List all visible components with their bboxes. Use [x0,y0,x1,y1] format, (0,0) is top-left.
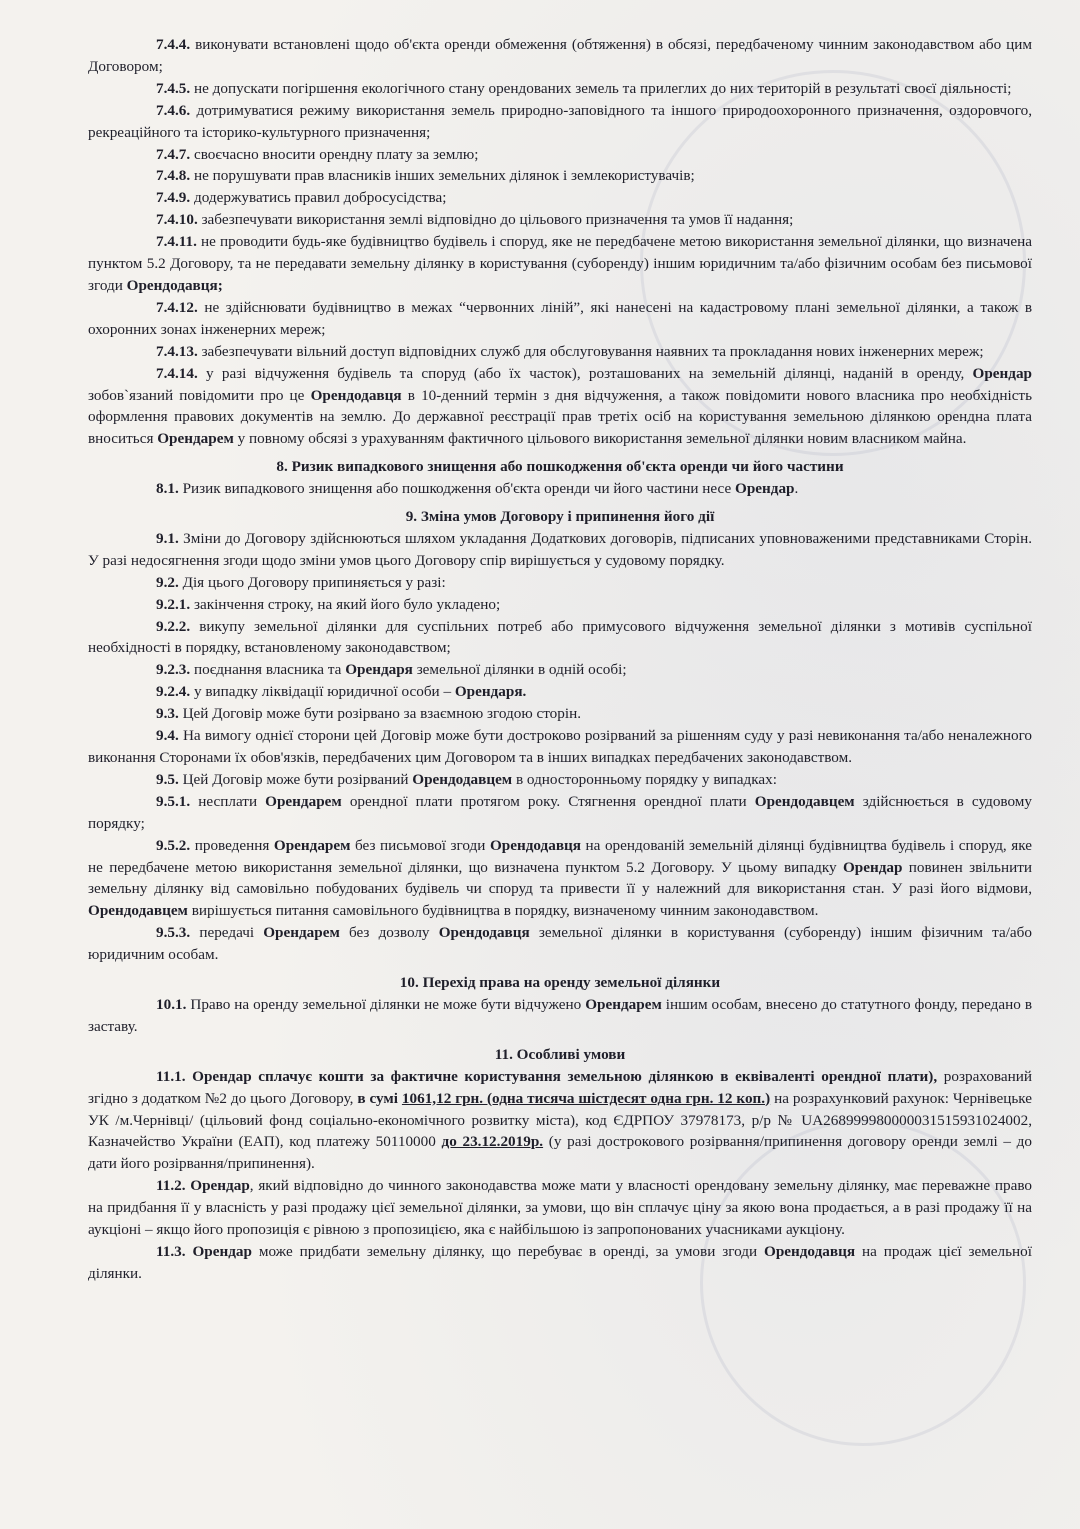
clause-number: 7.4.12. [156,298,198,316]
text-run: , який відповідно до чинного законодавства може мати у власності орендовану земельну ділянку, має переважне право на придбання її у власність у разі продажу цієї земельної ділянки, за умови, що він сплачує ціну за якою вона продається, а в разі продажу її на аукціоні – якщо його пропозиція є рівною з пропозицією, яка є найбільшою із запропонованих учасниками аукціону. [88,1177,1033,1239]
text-run: забезпечувати використання землі відповідно до цільового призначення та умов її надання; [201,211,794,229]
text-run: закінчення строку, на який його було укладено; [193,595,501,613]
clause-number: 9.2. [156,573,179,591]
clause-paragraph [88,659,1032,681]
bold-text: Орендодавцем [88,902,188,920]
text-run: може придбати земельну ділянку, що перебуває в оренді, за умови згоди [251,1242,764,1260]
bold-text: Орендар [190,1177,250,1195]
clause-number: 11.3. [156,1242,186,1260]
text-run: Цей Договір може бути розірвано за взаємною згодою сторін. [182,705,582,723]
clause-paragraph [88,100,1032,144]
text-run: виконувати встановлені щодо об'єкта оренди обмеження (обтяження) в обсязі, передбаченому чинним законодавством або цим Договором; [88,36,1033,75]
text-run: розрахований згідно з додатком №2 до цього Договору, [88,1067,1033,1107]
clause-number: 9.5. [156,770,179,788]
text-run: земельної ділянки в користування (суборенду) іншим фізичним та/або юридичним особам. [88,924,1032,964]
clause-number: 9.2.1. [156,595,191,613]
document-body [88,34,1032,1285]
clause-paragraph [88,791,1032,835]
text-run: Право на оренду земельної ділянки не може бути відчужено [190,995,586,1013]
clause-paragraph [88,594,1032,616]
clause-paragraph [88,297,1032,341]
clause-number: 9.2.3. [156,661,191,679]
clause-number: 7.4.11. [156,233,197,251]
clause-paragraph [88,922,1032,966]
text-run: дотримуватися режиму використання земель природно-заповідного та іншого природоохоронного призначення, оздоровчого, рекреаційного та історико-культурного призначення; [88,101,1033,141]
text-run: на орендованій земельній ділянці будівництва будівель і споруд, яке не передбачене метою використання земельної ділянки, що визначена пунктом 5.2 Договору. У цьому випадку [88,836,1032,876]
bold-text: Орендодавця [310,386,402,404]
clause-paragraph [88,769,1032,791]
clause-paragraph [88,78,1032,100]
text-run: передачі [199,924,264,942]
text-run: своєчасно вносити орендну плату за землю; [193,145,479,163]
text-run: поєднання власника та [193,661,346,679]
clause-paragraph [88,616,1032,660]
clause-number: 9.3. [156,705,179,723]
text-run: без письмової згоди [350,836,490,854]
clause-paragraph [88,1066,1032,1176]
text-run: на розрахунковий рахунок: Чернівецьке УК /м.Чернівці/ (цільовий фонд соціально-економічного розвитку міста), код ЄДРПОУ 37978173, р/р № UA268999980000031515931024002, Казначейство України (ЕАП), код платежу 50110000 [88,1089,1033,1151]
text-run: не порушувати прав власників інших земельних ділянок і землекористувачів; [193,167,695,185]
clause-number: 9.5.3. [156,924,191,942]
text-run: проведення [194,836,274,854]
text-run: Зміни до Договору здійснюються шляхом укладання Додаткових договорів, підписаних уповноваженими представниками Сторін. У разі недосягнення згоди щодо зміни умов цього Договору спір вирішується у судовому порядку. [88,529,1033,569]
bold-text: Орендарем [265,792,342,810]
clause-number: 7.4.13. [156,342,198,360]
clause-number: 11.2. [156,1177,186,1195]
clause-paragraph [88,994,1032,1038]
bold-text: Орендар [972,364,1032,382]
text-run: . [794,480,799,498]
text-run: в односторонньому порядку у випадках: [512,770,777,788]
text-run: іншим особам, внесено до статутного фонду, передано в заставу. [88,995,1033,1035]
clause-number: 9.1. [156,529,179,547]
bold-text: Орендодавця [438,924,530,942]
text-run: у повному обсязі з урахуванням фактичного цільового використання земельної ділянки новим власником майна. [233,430,967,448]
section-heading: 8. Ризик випадкового знищення або пошкодження об'єкта оренди чи його частини [276,458,844,476]
bold-text: Орендодавцем [754,792,855,810]
clause-number: 8.1. [156,480,179,498]
bold-text: Орендар [735,480,795,498]
section-heading: 11. Особливі умови [494,1045,626,1063]
clause-paragraph [88,681,1032,703]
clause-number: 11.1. [156,1067,186,1085]
clause-number: 7.4.9. [156,189,191,207]
text-run: На вимогу однієї сторони цей Договір може бути достроково розірваний за рішенням суду у разі невиконання та/або неналежного виконання Сторонами їх обов'язків, передбачених цим Договором та в інших випадках передбачених законодавством. [88,727,1033,766]
text-run: несплати [198,792,266,810]
section-heading: 10. Перехід права на оренду земельної ділянки [399,974,721,992]
clause-paragraph [88,341,1032,363]
text-run: повинен звільнити земельну ділянку від самовільно побудованих будівель чи споруд та привести її у належний для використання стан. У разі його відмови, [88,858,1032,898]
clause-paragraph [88,34,1032,78]
text-run: Дія цього Договору припиняється у разі: [182,573,446,591]
text-run: не допускати погіршення екологічного стану орендованих земель та прилеглих до них територій в результаті своєї діяльності; [193,79,1012,97]
clause-paragraph [88,725,1032,769]
text-run: земельної ділянки в одній особі; [412,661,627,679]
clause-number: 7.4.8. [156,167,191,185]
clause-paragraph [88,209,1032,231]
clause-number: 7.4.6. [156,101,191,119]
bold-text: Орендодавця; [126,276,223,294]
text-run: не здійснювати будівництво в межах “червонних ліній”, які нанесені на кадастровому плані земельної ділянки, а також в охоронних зонах інженерних мереж; [88,298,1032,338]
bold-text: Орендодавця [764,1242,856,1260]
clause-paragraph [88,572,1032,594]
clause-paragraph [88,231,1032,297]
bold-text: Орендар [192,1242,252,1260]
text-run: орендної плати протягом року. Стягнення орендної плати [341,792,755,810]
text-run: Цей Договір може бути розірваний [182,770,413,788]
clause-paragraph [88,1175,1032,1241]
clause-number: 9.5.1. [156,792,191,810]
text-run: зобов`язаний повідомити про це [88,386,311,404]
clause-paragraph [88,528,1032,572]
bold-text: Орендарем [263,924,340,942]
section-heading: 9. Зміна умов Договору і припинення його дії [405,508,715,526]
clause-number: 7.4.7. [156,145,191,163]
text-run: Ризик випадкового знищення або пошкодження об'єкта оренди чи його частини несе [182,480,736,498]
text-run: в 10-денний термін з дня відчуження, а також повідомити нового власника про необхідність оформлення правових документів на землю. До державної реєстрації прав третіх осіб на користування земельною ділянкою орендна плата вноситься [88,386,1032,448]
clause-number: 7.4.5. [156,79,191,97]
clause-number: 9.2.4. [156,683,191,701]
text-run: (у разі дострокового розірвання/припинення договору оренди землі – до дати його розірвання/припинення). [88,1133,1032,1173]
clause-number: 7.4.14. [156,364,198,382]
text-run: у випадку ліквідації юридичної особи – [193,683,455,701]
bold-text: Орендаря. [454,683,527,701]
clause-paragraph [88,1241,1032,1285]
bold-text: Орендарем [585,995,662,1013]
clause-paragraph [88,165,1032,187]
bold-text: Орендар [842,858,903,876]
underlined-text [442,1133,544,1150]
text-run: викупу земельної ділянки для суспільних потреб або примусового відчуження земельної ділянки з мотивів суспільної необхідності в порядку, встановленому законодавством; [88,617,1032,657]
clause-number: 10.1. [156,995,187,1013]
bold-text: Орендодавцем [412,770,513,788]
clause-number: 7.4.10. [156,211,198,229]
bold-text: в сумі [357,1089,402,1107]
bold-text: Орендарем [273,836,351,854]
underlined-text [402,1090,770,1107]
clause-paragraph [88,144,1032,166]
text-run: здійснюється в судовому порядку; [88,792,1032,832]
bold-text: Орендаря [345,661,413,679]
bold-text: Орендарем [157,430,234,448]
bold-text: до 23.12.2019р. [441,1133,544,1151]
clause-number: 7.4.4. [156,36,191,53]
clause-paragraph [88,835,1032,923]
text-run: додержуватись правил добросусідства; [193,189,447,207]
bold-text: 1061,12 грн. (одна тисяча шістдесят одна грн. 12 коп.) [401,1089,771,1107]
bold-text: Орендар сплачує кошти за фактичне користування земельною ділянкою в еквіваленті орендної плати), [192,1067,938,1085]
text-run: у разі відчуження будівель та споруд (або їх часток), розташованих на земельній ділянці, наданій в оренду, [206,364,973,382]
clause-paragraph [88,478,1032,500]
text-run: вирішується питання самовільного будівництва в порядку, визначеному чинним законодавством. [187,902,819,920]
clause-paragraph [88,187,1032,209]
clause-number: 9.5.2. [156,836,191,854]
clause-number: 9.2.2. [156,617,191,635]
text-run: на продаж цієї земельної ділянки. [88,1242,1032,1282]
clause-number: 9.4. [156,727,179,745]
text-run: не проводити будь-яке будівництво будівель і споруд, яке не передбачене метою використання земельної ділянки, що визначена пунктом 5.2 Договору, та не передавати земельну ділянку в користування (суборенду) іншим юридичним та/або фізичним особам без письмової згоди [88,233,1032,294]
text-run: забезпечувати вільний доступ відповідних служб для обслуговування наявних та прокладання нових інженерних мереж; [201,342,984,360]
bold-text: Орендодавця [489,836,581,854]
clause-paragraph [88,703,1032,725]
clause-paragraph [88,363,1032,451]
text-run: без дозволу [339,924,439,942]
